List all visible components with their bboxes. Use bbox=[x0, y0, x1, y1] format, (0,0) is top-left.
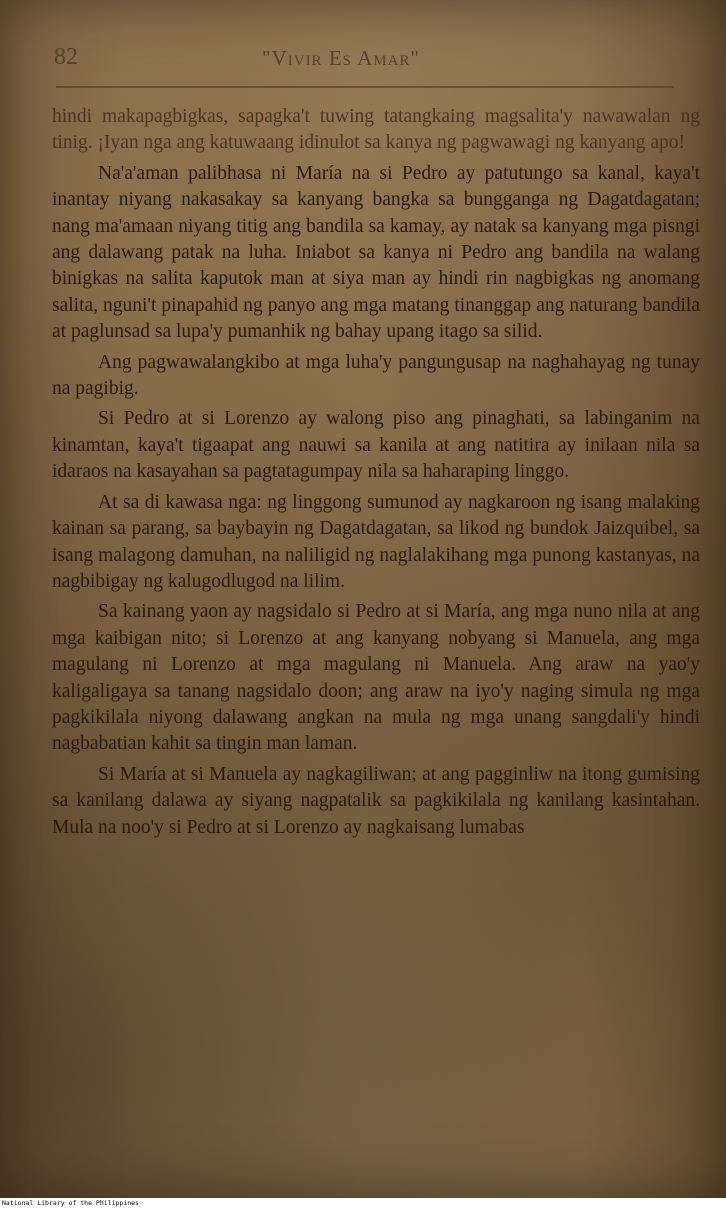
body-text bbox=[52, 104, 700, 845]
paragraph: Si María at si Manuela ay nagkagiliwan; at ang pagginliw na itong gumising sa kanilang dalawa ay siyang nagpatalik sa pagkikilala ng kanilang kasintahan. Mula na noo'y si Pedro at si Lorenzo ay nagkaisang lumabas bbox=[52, 763, 700, 838]
page-number: 82 bbox=[54, 44, 78, 70]
library-credit: National Library of the Philippines bbox=[2, 1199, 139, 1207]
paragraph: Na'a'aman palibhasa ni María na si Pedro ay patutungo sa kanal, kaya't inantay niyang nakasakay sa kanyang bangka sa bungganga ng Dagatdagatan; nang ma'amaan niyang titig ang bandila sa kamay, ay natak sa kanyang mga pisngi ang dalawang patak na luha. Iniabot sa kanya ni Pedro ang bandila na walang binigkas na salita kaputok man at siya man ay hindi rin nagbigkas ng anomang salita, nguni't pinapahid ng panyo ang mga matang tinanggap ang naturang bandila at paglunsad sa lupa'y pumanhik ng bahay upang itago sa silid. bbox=[52, 162, 700, 343]
paragraph: Si Pedro at si Lorenzo ay walong piso ang pinaghati, sa labinganim na kinamtan, kaya't tigaapat ang nauwi sa kanila at ang natitira ay inilaan nila sa idaraos na kasayahan sa pagtatagumpay nila sa haharaping linggo. bbox=[52, 408, 700, 483]
running-title: "Vivir Es Amar" bbox=[262, 46, 420, 70]
paragraph-continued: hindi makapagbigkas, sapagka't tuwing tatangkaing magsalita'y nawawalan ng tinig. ¡Iyan nga ang katuwaang idinulot sa kanya ng pagwawagi ng kanyang apo! bbox=[52, 106, 700, 154]
footer-bar bbox=[0, 1198, 726, 1208]
paragraph: Ang pagwawalangkibo at mga luha'y pangungusap na naghahayag ng tunay na pagibig. bbox=[52, 351, 700, 400]
paragraph: Sa kainang yaon ay nagsidalo si Pedro at si María, ang mga nuno nila at ang mga kaibigan nito; si Lorenzo at ang kanyang nobyang si Manuela, ang mga magulang ni Lorenzo at mga magulang ni Manuela. Ang araw na yao'y kaligaligaya sa tanang nagsidalo doon; ang araw na iyo'y naging simula ng mga pagkikilala niyong dalawang angkan na mula ng mga unang sangdali'y hindi nagbabatian kahit sa tingin man laman. bbox=[52, 601, 700, 755]
header-rule bbox=[56, 86, 674, 88]
paragraph: At sa di kawasa nga: ng linggong sumunod ay nagkaroon ng isang malaking kainan sa parang, sa baybayin ng Dagatdagatan, sa likod ng bundok Jaizquibel, sa isang malagong damuhan, na naliligid ng naglalakihang mga punong kastanyas, na nagbibigay ng kalugodlugod na lilim. bbox=[52, 491, 700, 592]
page-header bbox=[52, 42, 696, 76]
